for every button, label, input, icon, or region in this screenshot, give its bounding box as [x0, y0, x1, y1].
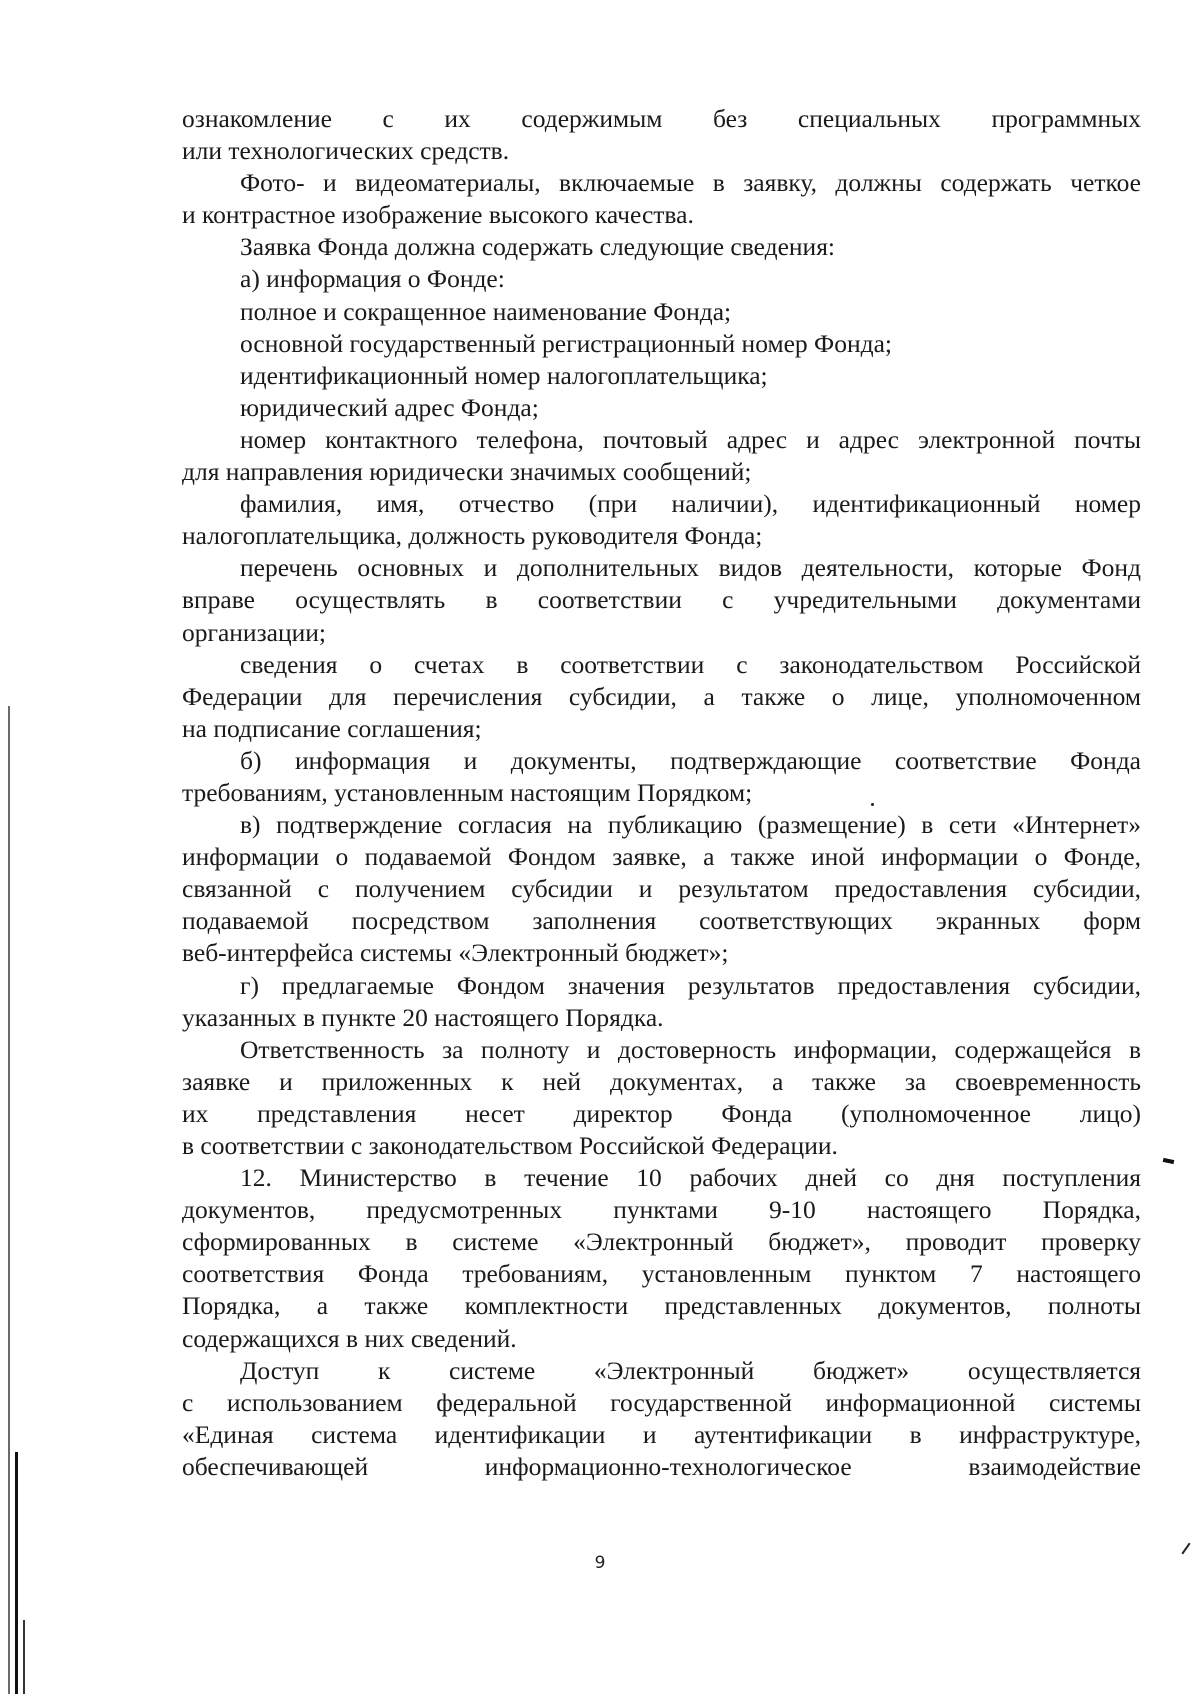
text-line: вправе осуществлять в соответствии с учредительными документами [182, 585, 1141, 615]
text-line: б) информация и документы, подтверждающие соответствие Фонда [240, 745, 1141, 775]
text-line: их представления несет директор Фонда (уполномоченное лицо) [182, 1098, 1141, 1128]
text-line: Заявка Фонда должна содержать следующие сведения: [240, 232, 836, 262]
text-line: документов, предусмотренных пунктами 9-10 настоящего Порядка, [182, 1195, 1141, 1225]
scan-edge-line [15, 1452, 18, 1694]
text-line: в) подтверждение согласия на публикацию (размещение) в сети «Интернет» [240, 810, 1141, 840]
text-line: в соответствии с законодательством Российской Федерации. [182, 1131, 838, 1160]
text-line: информации о подаваемой Фондом заявке, а также иной информации о Фонде, [182, 842, 1141, 872]
text-line: организации; [182, 617, 326, 647]
text-line: сведения о счетах в соответствии с законодательством Российской [240, 649, 1141, 679]
text-line: «Единая система идентификации и аутентификации в инфраструктуре, [182, 1419, 1141, 1449]
text-line: связанной с получением субсидии и результатом предоставления субсидии, [182, 874, 1141, 904]
text-line: указанных в пункте 20 настоящего Порядка. [182, 1002, 664, 1032]
text-line: идентификационный номер налогоплательщика; [240, 360, 768, 390]
text-line: г) предлагаемые Фондом значения результатов предоставления субсидии, [240, 970, 1141, 1000]
text-line: и контрастное изображение высокого качества. [182, 200, 694, 230]
text-line: соответствия Фонда требованиям, установленным пунктом 7 настоящего [182, 1259, 1141, 1289]
text-line: юридический адрес Фонда; [240, 392, 539, 422]
text-line: на подписание соглашения; [182, 713, 482, 743]
text-line: обеспечивающей информационно-технологическое взаимодействие [182, 1451, 1141, 1481]
text-line: полное и сокращенное наименование Фонда; [240, 296, 732, 326]
text-line: 12. Министерство в течение 10 рабочих дней со дня поступления [240, 1163, 1141, 1193]
text-line: подаваемой посредством заполнения соответствующих экранных форм [182, 906, 1141, 936]
text-line: содержащихся в них сведений. [182, 1323, 517, 1353]
text-line: фамилия, имя, отчество (при наличии), идентификационный номер [240, 489, 1141, 519]
text-line: для направления юридически значимых сообщений; [182, 457, 752, 487]
text-line: сформированных в системе «Электронный бюджет», проводит проверку [182, 1227, 1141, 1257]
text-line: Ответственность за полноту и достоверность информации, содержащейся в [240, 1034, 1141, 1064]
scan-mark [1163, 1158, 1175, 1164]
text-line: или технологических средств. [182, 136, 510, 166]
text-line: основной государственный регистрационный номер Фонда; [240, 328, 892, 358]
text-line: перечень основных и дополнительных видов деятельности, которые Фонд [240, 553, 1141, 583]
text-line: требованиям, установленным настоящим Порядком; [182, 777, 753, 807]
text-line: заявке и приложенных к ней документах, а также за своевременность [182, 1066, 1141, 1096]
document-body [182, 103, 1141, 1483]
scan-mark [871, 803, 874, 806]
scan-edge-line [23, 1620, 25, 1694]
text-line: Порядка, а также комплектности представленных документов, полноты [182, 1291, 1141, 1321]
text-line: веб-интерфейса системы «Электронный бюджет»; [182, 938, 729, 968]
text-line: номер контактного телефона, почтовый адрес и адрес электронной почты [240, 424, 1141, 454]
scan-edge-line [8, 706, 10, 1694]
text-line: ознакомление с их содержимым без специальных программных [182, 104, 1141, 133]
text-line: с использованием федеральной государственной информационной системы [182, 1387, 1141, 1417]
text-line: а) информация о Фонде: [240, 264, 505, 294]
page-number: 9 [594, 1553, 606, 1573]
text-line: Фото- и видеоматериалы, включаемые в заявку, должны содержать четкое [240, 168, 1141, 198]
text-line: налогоплательщика, должность руководителя Фонда; [182, 521, 763, 551]
text-line: Доступ к системе «Электронный бюджет» осуществляется [240, 1355, 1141, 1385]
text-line: Федерации для перечисления субсидии, а также о лице, уполномоченном [182, 681, 1141, 711]
